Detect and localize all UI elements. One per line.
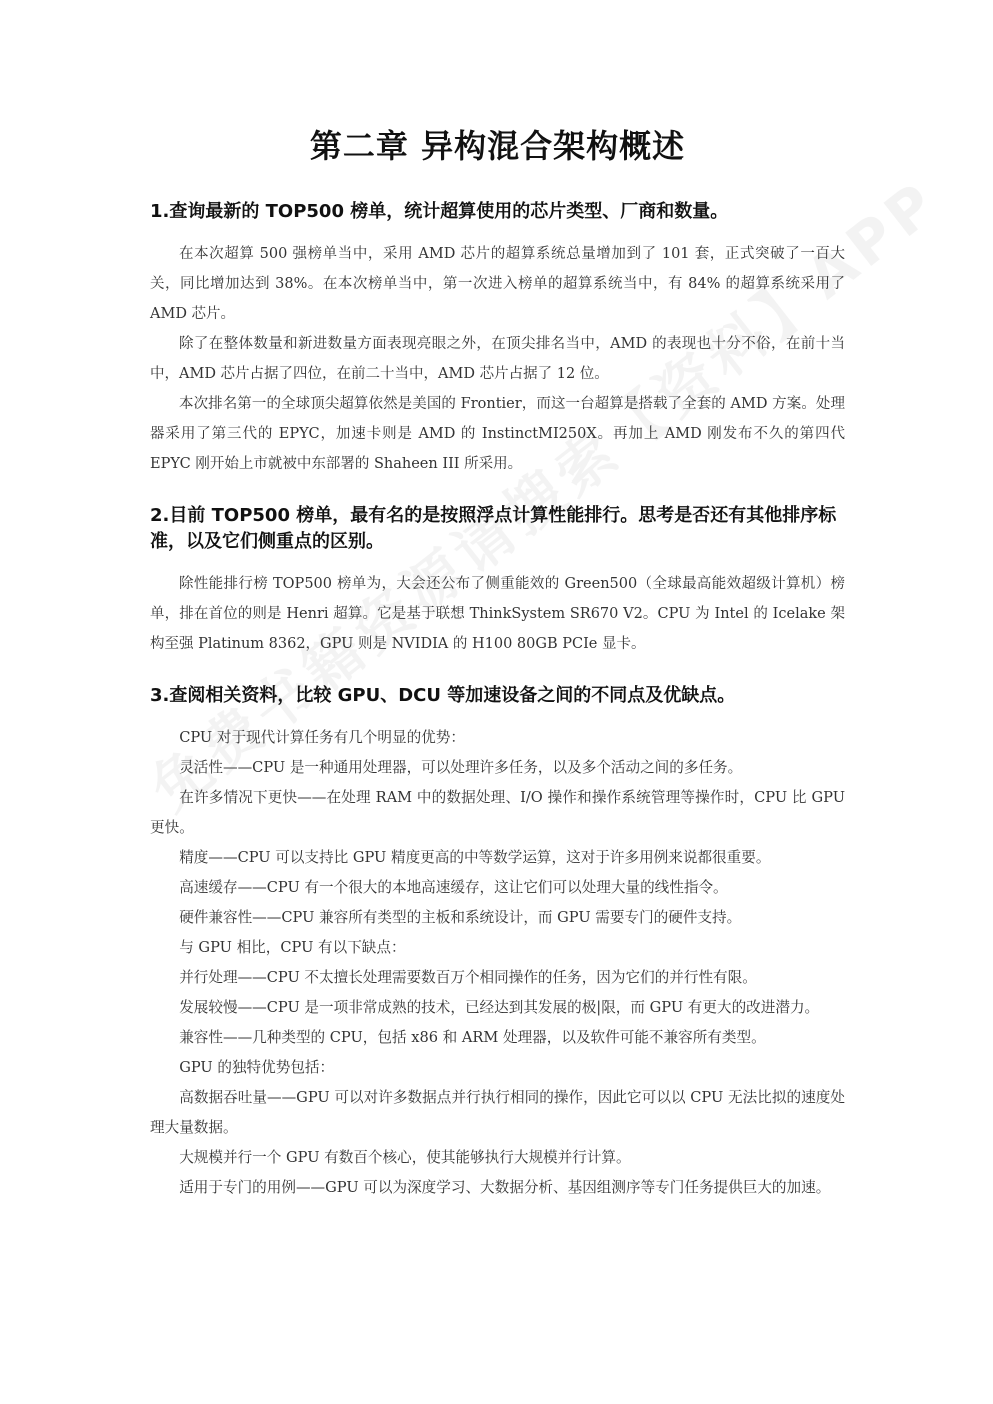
section-3 [150,683,845,1203]
paragraph: 高数据吞吐量——GPU 可以对许多数据点并行执行相同的操作，因此它可以以 CPU 无法比拟的速度处理大量数据。 [150,1089,845,1136]
paragraph: 大规模并行一个 GPU 有数百个核心，使其能够执行大规模并行计算。 [179,1149,631,1166]
paragraph: GPU 的独特优势包括： [179,1059,335,1076]
paragraph: 并行处理——CPU 不太擅长处理需要数百万个相同操作的任务，因为它们的并行性有限。 [179,969,757,986]
paragraph: 兼容性——几种类型的 CPU，包括 x86 和 ARM 处理器，以及软件可能不兼容所有类型。 [179,1029,766,1046]
question-1-heading: 1.查询最新的 TOP500 榜单，统计超算使用的芯片类型、厂商和数量。 [150,201,729,222]
paragraph: 在本次超算 500 强榜单当中，采用 AMD 芯片的超算系统总量增加到了 101 套，正式突破了一百大关，同比增加达到 38%。在本次榜单当中，第一次进入榜单的超算系统当中，有 84% 的超算系统采用了 AMD 芯片。 [150,246,845,322]
paragraph: 灵活性——CPU 是一种通用处理器，可以处理许多任务，以及多个活动之间的多任务。 [179,759,743,776]
paragraph: 除了在整体数量和新进数量方面表现亮眼之外，在顶尖排名当中，AMD 的表现也十分不俗，在前十当中，AMD 芯片占据了四位，在前二十当中，AMD 芯片占据了 12 位。 [150,336,845,382]
paragraph: 与 GPU 相比，CPU 有以下缺点： [179,939,406,956]
paragraph: 本次排名第一的全球顶尖超算依然是美国的 Frontier，而这一台超算是搭载了全套的 AMD 方案。处理器采用了第三代的 EPYC，加速卡则是 AMD 的 InstinctMI250X。再加上 AMD 刚发布不久的第四代 EPYC 刚开始上市就被中东部署的 Shaheen III 所采用。 [150,396,845,472]
paragraph: 精度——CPU 可以支持比 GPU 精度更高的中等数学运算，这对于许多用例来说都很重要。 [179,849,771,866]
paragraph: 除性能排行榜 TOP500 榜单为，大会还公布了侧重能效的 Green500（全球最高能效超级计算机）榜单，排在首位的则是 Henri 超算。它是基于联想 ThinkSystem SR670 V2。CPU 为 Intel 的 Icelake 架构至强 Platinum 8362，GPU 则是 NVIDIA 的 H100 80GB PCIe 显卡。 [150,576,845,652]
paragraph: 硬件兼容性——CPU 兼容所有类型的主板和系统设计，而 GPU 需要专门的硬件支持。 [179,909,742,926]
paragraph: CPU 对于现代计算任务有几个明显的优势： [179,729,465,746]
section-1 [150,199,845,479]
paragraph: 适用于专门的用例——GPU 可以为深度学习、大数据分析、基因组测序等专门任务提供巨大的加速。 [179,1179,831,1196]
question-2-heading: 2.目前 TOP500 榜单，最有名的是按照浮点计算性能排行。思考是否还有其他排序标准，以及它们侧重点的区别。 [150,505,837,552]
question-3-heading: 3.查阅相关资料，比较 GPU、DCU 等加速设备之间的不同点及优缺点。 [150,685,736,706]
paragraph: 高速缓存——CPU 有一个很大的本地高速缓存，这让它们可以处理大量的线性指令。 [179,879,728,896]
section-2 [150,503,845,659]
document-page [150,0,845,1404]
chapter-title: 第二章 异构混合架构概述 [309,127,686,165]
paragraph: 发展较慢——CPU 是一项非常成熟的技术，已经达到其发展的极|限，而 GPU 有更大的改进潜力。 [179,999,820,1016]
paragraph: 在许多情况下更快——在处理 RAM 中的数据处理、I/O 操作和操作系统管理等操作时，CPU 比 GPU 更快。 [150,789,845,836]
